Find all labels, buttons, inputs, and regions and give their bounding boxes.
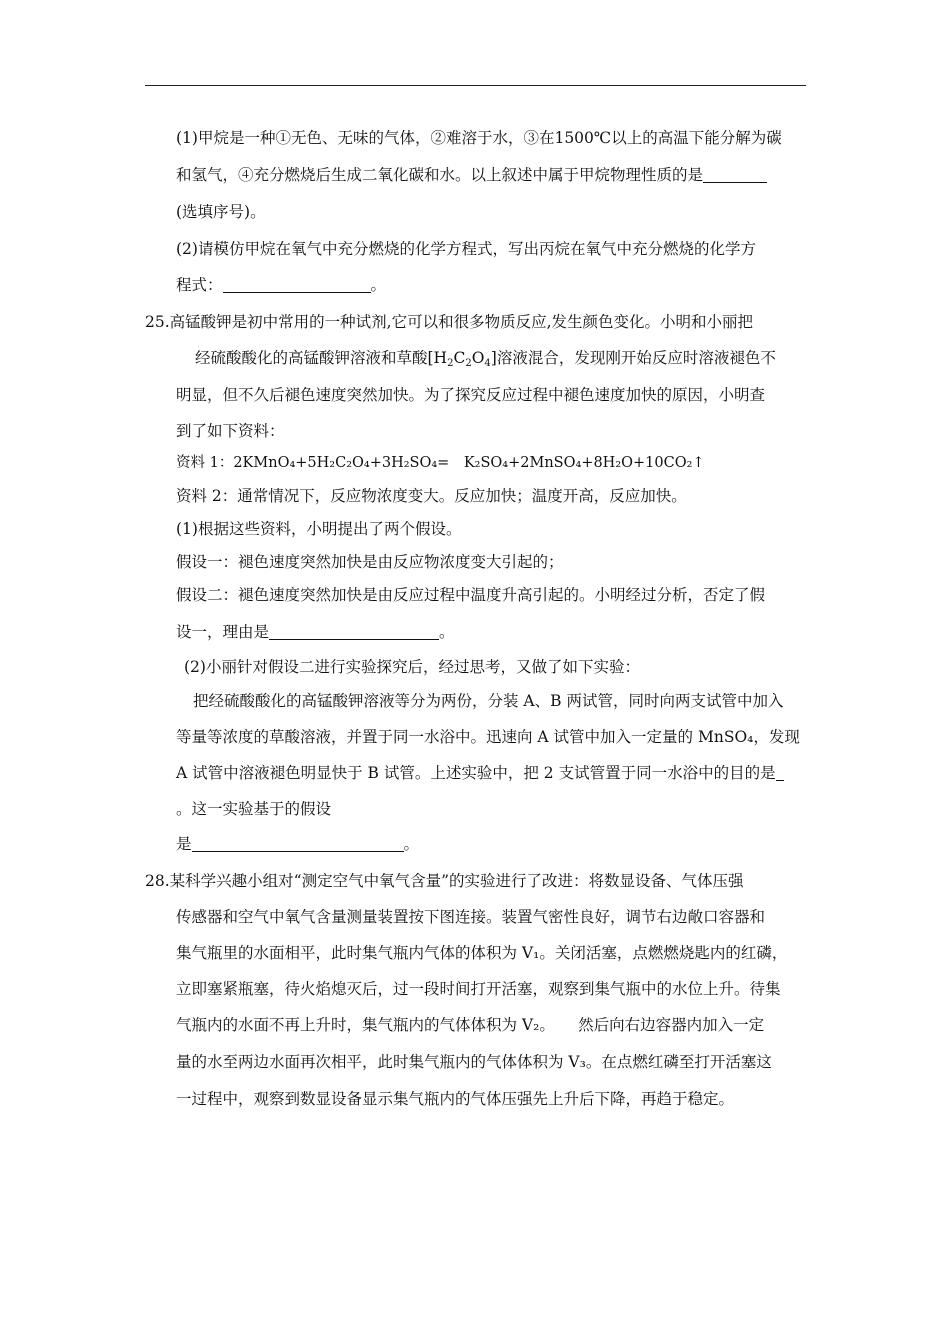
q25-experiment-line1: 把经硫酸酸化的高锰酸钾溶液等分为两份，分装 A、B 两试管，同时向两支试管中加入 [193, 692, 784, 710]
q25-hypothesis2-cont [176, 622, 455, 642]
q1-part2-line1: (2)请模仿甲烷在氧气中充分燃烧的化学方程式，写出丙烷在氧气中充分燃烧的化学方 [176, 240, 756, 258]
q28-line2: 传感器和空气中氧气含量测量装置按下图连接。装置气密性良好，调节右边敞口容器和 [176, 908, 766, 926]
q25-line2-text-c: C [453, 349, 466, 367]
q25-line2-text-e: O [471, 349, 485, 367]
period: 。 [439, 623, 455, 641]
q25-hypothesis1: 假设一：褪色速度突然加快是由反应物浓度变大引起的； [176, 553, 564, 571]
q28-line6: 量的水至两边水面再次相平，此时集气瓶内的气体体积为 V₃。在点燃红磷至打开活塞这 [176, 1053, 772, 1071]
q28-line4: 立即塞紧瓶塞，待火焰熄灭后，过一段时间打开活塞，观察到集气瓶中的水位上升。待集 [176, 980, 781, 998]
q28-line7: 一过程中，观察到数显设备显示集气瓶内的气体压强先上升后下降，再趋于稳定。 [176, 1090, 735, 1108]
q1-part1-line3: (选填序号)。 [176, 203, 266, 221]
q25-line1: 25.高锰酸钾是初中常用的一种试剂,它可以和很多物质反应,发生颜色变化。小明和小丽把 [145, 313, 754, 331]
q25-line4: 到了如下资料： [176, 422, 285, 440]
q1-part1-line2 [176, 165, 767, 185]
q25-experiment-line3-text: A 试管中溶液褪色明显快于 B 试管。上述实验中，把 2 支试管置于同一水浴中的目的是 [176, 764, 776, 782]
q25-experiment-line5-text: 是 [176, 835, 192, 853]
q25-experiment-line4: 。这一实验基于的假设 [176, 800, 332, 818]
q28-line1: 28.某科学兴趣小组对“测定空气中氧气含量”的实验进行了改进：将数显设备、气体压强 [145, 872, 744, 890]
q25-experiment-line3 [176, 763, 784, 783]
q28-line5: 气瓶内的水面不再上升时，集气瓶内的气体体积为 V₂。 然后向右边容器内加入一定 [176, 1016, 765, 1034]
q1-part1-line2-text: 和氢气，④充分燃烧后生成二氧化碳和水。以上叙述中属于甲烷物理性质的是 [176, 166, 704, 184]
q25-experiment-line2: 等量等浓度的草酸溶液，并置于同一水浴中。迅速向 A 试管中加入一定量的 MnSO₄，发现 [176, 728, 800, 746]
q25-line2-text-g: ]溶液混合，发现刚开始反应时溶液褪色不 [490, 349, 776, 367]
q25-hypothesis2-cont-text: 设一，理由是 [176, 623, 270, 641]
answer-blank[interactable] [223, 277, 371, 293]
subscript: 2 [447, 358, 454, 369]
period: 。 [403, 835, 420, 853]
subscript: 2 [465, 358, 472, 369]
q1-part2-line2-text: 程式： [176, 276, 223, 294]
q25-line2 [195, 348, 776, 368]
answer-blank[interactable] [776, 765, 784, 781]
header-rule [145, 85, 806, 86]
q25-reference2: 资料 2：通常情况下，反应物浓度变大。反应加快；温度开高，反应加快。 [176, 487, 687, 505]
answer-blank[interactable] [192, 836, 404, 852]
q25-part1: (1)根据这些资料，小明提出了两个假设。 [176, 520, 462, 538]
q25-line2-text-a: 经硫酸酸化的高锰酸钾溶液和草酸[H [195, 349, 448, 367]
q28-line3: 集气瓶里的水面相平，此时集气瓶内气体的体积为 V₁。关闭活塞，点燃燃烧匙内的红磷， [176, 944, 788, 962]
answer-blank[interactable] [703, 167, 767, 183]
subscript: 4 [484, 358, 491, 369]
q25-reference1: 资料 1：2KMnO₄+5H₂C₂O₄+3H₂SO₄= K₂SO₄+2MnSO₄+8H₂O+10CO₂↑ [176, 455, 705, 471]
q25-experiment-line5 [176, 834, 419, 854]
q25-part2: (2)小丽针对假设二进行实验探究后，经过思考，又做了如下实验： [184, 658, 640, 676]
q25-hypothesis2: 假设二：褪色速度突然加快是由反应过程中温度升高引起的。小明经过分析，否定了假 [176, 586, 766, 604]
period: 。 [370, 276, 387, 294]
answer-blank[interactable] [269, 624, 439, 640]
q1-part2-line2 [176, 275, 386, 295]
q1-part1-line1: (1)甲烷是一种①无色、无味的气体，②难溶于水，③在1500℃以上的高温下能分解为碳 [176, 129, 782, 147]
q25-line3: 明显，但不久后褪色速度突然加快。为了探究反应过程中褪色速度加快的原因，小明查 [176, 386, 766, 404]
